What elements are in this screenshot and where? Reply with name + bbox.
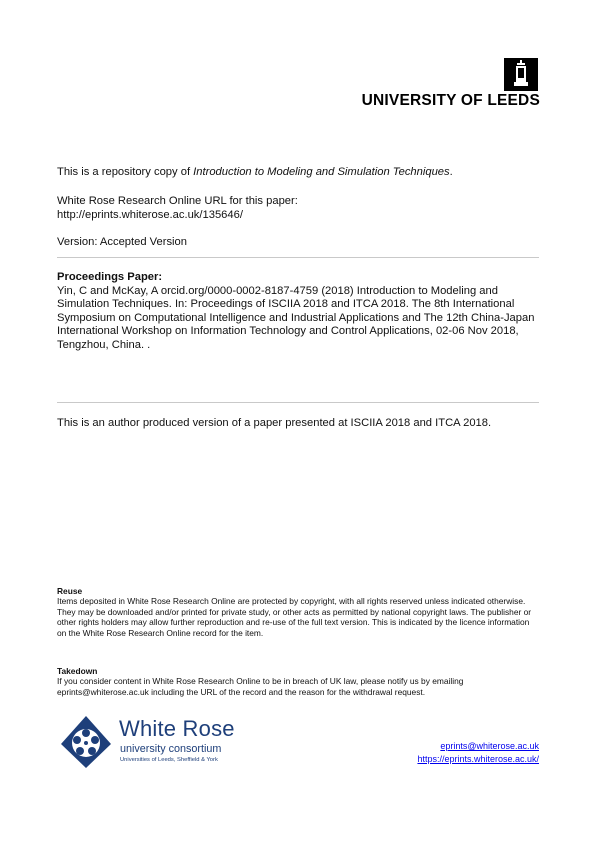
takedown-text: If you consider content in White Rose Research Online to be in breach of UK law, please notify us by emailing eprints@whiterose.ac.uk including the URL of the record and the reason for the withdrawal request.: [57, 676, 464, 697]
white-rose-logo: [57, 712, 257, 772]
white-rose-subtitle: university consortium: [120, 743, 222, 755]
repository-copy-suffix: .: [449, 166, 453, 178]
takedown-heading: Takedown: [57, 666, 98, 676]
paper-url[interactable]: http://eprints.whiterose.ac.uk/135646/: [57, 208, 243, 221]
proceedings-heading: Proceedings Paper:: [57, 271, 163, 283]
university-name: UNIVERSITY OF LEEDS: [361, 92, 540, 109]
divider: [57, 257, 539, 258]
reuse-text: Items deposited in White Rose Research Online are protected by copyright, with all rights reserved unless indicated otherwise. They may be downloaded and/or printed for private study, or other acts as permitted by national copyright laws. The publisher or other rights holders may allow further reproduction and re-use of the full text version. This is indicated by the licence information on the White Rose Research Online record for the item.: [57, 596, 532, 638]
university-of-leeds-logo: [350, 58, 540, 110]
white-rose-icon: [59, 714, 113, 770]
url-block: [57, 195, 539, 222]
version-text: Version: Accepted Version: [57, 236, 187, 248]
proceedings-citation: Yin, C and McKay, A orcid.org/0000-0002-8187-4759 (2018) Introduction to Modeling and Simulation Techniques. In: Proceedings of ISCIIA 2018 and ITCA 2018. The 8th International Symposium on Computational Intelligence and Industrial Applications and The 12th China-Japan International Workshop on Information Technology and Control Applications, 02-06 Nov 2018, Tengzhou, China. .: [57, 284, 535, 351]
repository-copy-prefix: This is a repository copy of: [57, 166, 194, 178]
takedown-section: [57, 666, 539, 697]
footer-links: [417, 740, 539, 765]
reuse-section: [57, 586, 539, 638]
site-link[interactable]: https://eprints.whiterose.ac.uk/: [417, 753, 539, 764]
proceedings-block: [57, 271, 539, 353]
divider: [57, 402, 539, 403]
white-rose-institutions: Universities of Leeds, Sheffield & York: [120, 757, 218, 763]
repository-copy-line: [57, 166, 539, 180]
leeds-tower-icon: [504, 58, 538, 91]
paper-title: Introduction to Modeling and Simulation Techniques: [193, 166, 450, 178]
email-link[interactable]: eprints@whiterose.ac.uk: [440, 741, 539, 751]
white-rose-name: White Rose: [119, 716, 235, 741]
author-note: This is an author produced version of a paper presented at ISCIIA 2018 and ITCA 2018.: [57, 417, 492, 429]
reuse-heading: Reuse: [57, 586, 83, 596]
url-label: White Rose Research Online URL for this paper:: [57, 195, 298, 207]
